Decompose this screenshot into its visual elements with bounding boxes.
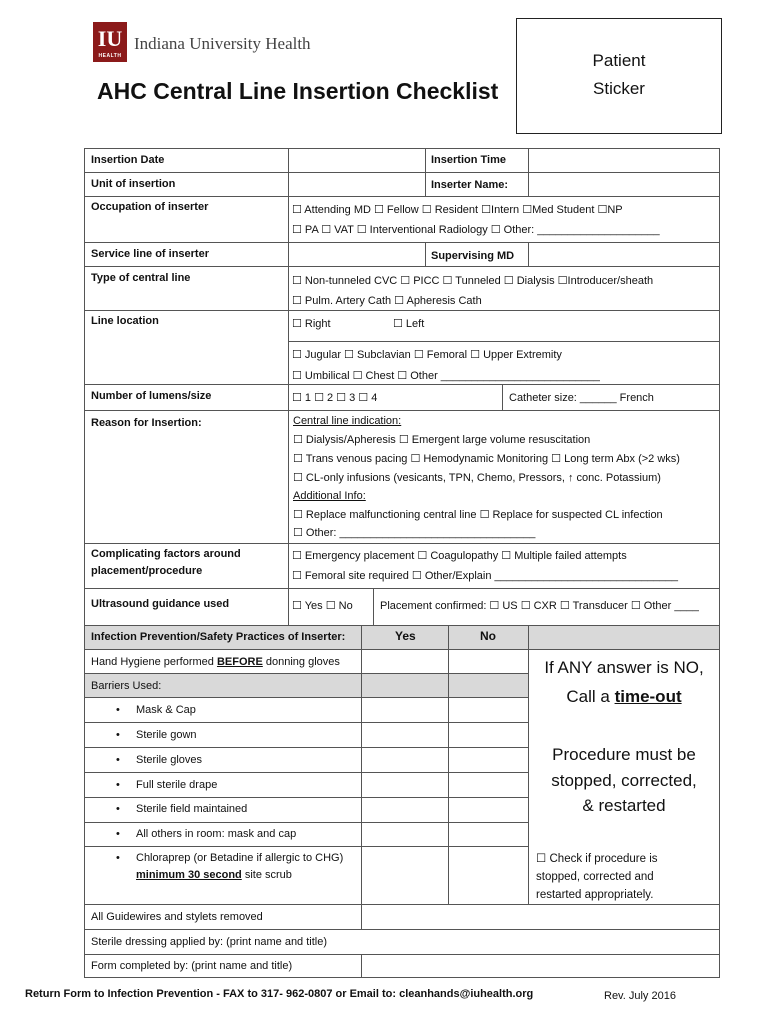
- barrier-bullet: •: [116, 803, 120, 815]
- footer-return-info: Return Form to Infection Prevention - FAX to 317- 962-0807 or Email to: cleanhands@iuhealth.org: [25, 988, 534, 1000]
- central-line-indication-heading: Central line indication:: [293, 415, 402, 427]
- label-reason: Reason for Insertion:: [91, 417, 202, 429]
- sterile-dressing-applied-by: Sterile dressing applied by: (print name and title): [91, 936, 328, 948]
- hand-hygiene-label: [91, 655, 340, 669]
- callout-time-out: time-out: [614, 687, 682, 706]
- callout-check-line2: stopped, corrected and: [536, 871, 654, 883]
- lumens-options[interactable]: ☐ 1 ☐ 2 ☐ 3 ☐ 4: [292, 392, 378, 404]
- sticker-line1: Patient: [592, 51, 646, 70]
- reason-options-3[interactable]: ☐ CL-only infusions (vesicants, TPN, Chemo, Pressors, ↑ conc. Potassium): [293, 472, 661, 484]
- barrier-others-mask-cap: All others in room: mask and cap: [136, 828, 297, 840]
- callout-check-line3: restarted appropriately.: [536, 889, 654, 901]
- callout-line3: Procedure must be: [552, 745, 696, 764]
- column-yes: Yes: [395, 629, 416, 643]
- form-completed-by: Form completed by: (print name and title): [91, 960, 293, 972]
- revision-date: Rev. July 2016: [604, 990, 676, 1002]
- barrier-bullet: •: [116, 754, 120, 766]
- callout-line1: If ANY answer is NO,: [544, 658, 704, 677]
- catheter-size[interactable]: Catheter size: ______ French: [509, 392, 654, 404]
- logo-sub-text: HEALTH: [98, 52, 122, 59]
- practices-header: Infection Prevention/Safety Practices of Inserter:: [91, 631, 346, 643]
- barrier-bullet: •: [116, 729, 120, 741]
- location-options-2[interactable]: ☐ Umbilical ☐ Chest ☐ Other __________________________: [292, 370, 600, 382]
- label-inserter-name: Inserter Name:: [431, 179, 509, 191]
- location-left[interactable]: ☐ Left: [393, 318, 425, 330]
- barrier-full-drape: Full sterile drape: [136, 779, 218, 791]
- callout-check-line1[interactable]: ☐ Check if procedure is: [536, 853, 658, 865]
- page-title: AHC Central Line Insertion Checklist: [97, 78, 499, 104]
- complicating-options-2[interactable]: ☐ Femoral site required ☐ Other/Explain ______________________________: [292, 570, 679, 582]
- label-ultrasound: Ultrasound guidance used: [91, 598, 230, 610]
- occupation-options-2[interactable]: ☐ PA ☐ VAT ☐ Interventional Radiology ☐ Other: ____________________: [292, 224, 660, 236]
- chloraprep-min-30: minimum 30 second: [136, 869, 242, 881]
- logo-mark-text: IU: [97, 25, 123, 51]
- label-complicating-2: placement/procedure: [91, 565, 203, 577]
- label-line-location: Line location: [91, 315, 159, 327]
- hand-hygiene-post: donning gloves: [262, 656, 340, 668]
- callout-call-a: Call a: [566, 687, 615, 706]
- additional-info-heading: Additional Info:: [293, 490, 366, 502]
- iu-health-logo: [93, 22, 127, 62]
- label-insertion-time: Insertion Time: [431, 154, 506, 166]
- label-insertion-date: Insertion Date: [91, 154, 165, 166]
- placement-confirmed-options[interactable]: Placement confirmed: ☐ US ☐ CXR ☐ Transducer ☐ Other ____: [380, 600, 699, 612]
- barrier-sterile-gloves: Sterile gloves: [136, 754, 203, 766]
- barrier-bullet: •: [116, 828, 120, 840]
- callout-line2: [528, 684, 720, 710]
- reason-options-1[interactable]: ☐ Dialysis/Apheresis ☐ Emergent large volume resuscitation: [293, 434, 591, 446]
- reason-options-5[interactable]: ☐ Other: ________________________________: [293, 527, 536, 539]
- occupation-options-1[interactable]: ☐ Attending MD ☐ Fellow ☐ Resident ☐Intern ☐Med Student ☐NP: [292, 204, 623, 216]
- label-supervising-md: Supervising MD: [431, 250, 515, 262]
- hand-hygiene-before: BEFORE: [216, 656, 263, 668]
- sticker-line2: Sticker: [593, 79, 645, 98]
- chloraprep-post: site scrub: [241, 869, 292, 881]
- line-type-options-2[interactable]: ☐ Pulm. Artery Cath ☐ Apheresis Cath: [292, 295, 482, 307]
- barrier-mask-cap: Mask & Cap: [136, 704, 196, 716]
- reason-options-2[interactable]: ☐ Trans venous pacing ☐ Hemodynamic Monitoring ☐ Long term Abx (>2 wks): [293, 453, 680, 465]
- barrier-bullet: •: [116, 704, 120, 716]
- label-service-line: Service line of inserter: [91, 248, 209, 260]
- line-type-options-1[interactable]: ☐ Non-tunneled CVC ☐ PICC ☐ Tunneled ☐ Dialysis ☐Introducer/sheath: [292, 275, 654, 287]
- label-lumens: Number of lumens/size: [91, 390, 212, 402]
- barrier-bullet: •: [116, 852, 120, 864]
- location-right[interactable]: ☐ Right: [292, 318, 331, 330]
- callout-line5: & restarted: [582, 796, 666, 815]
- chloraprep-line2: [136, 868, 292, 882]
- complicating-options-1[interactable]: ☐ Emergency placement ☐ Coagulopathy ☐ Multiple failed attempts: [292, 550, 627, 562]
- barrier-bullet: •: [116, 779, 120, 791]
- org-name: Indiana University Health: [134, 34, 311, 53]
- label-line-type: Type of central line: [91, 272, 191, 284]
- callout-line4: stopped, corrected,: [551, 771, 697, 790]
- ultrasound-options[interactable]: ☐ Yes ☐ No: [292, 600, 353, 612]
- guidewires-removed: All Guidewires and stylets removed: [91, 911, 263, 923]
- barrier-sterile-gown: Sterile gown: [136, 729, 197, 741]
- reason-options-4[interactable]: ☐ Replace malfunctioning central line ☐ Replace for suspected CL infection: [293, 509, 663, 521]
- hand-hygiene-pre: Hand Hygiene performed: [91, 656, 217, 668]
- checklist-form: [84, 148, 720, 978]
- chloraprep-line1: Chloraprep (or Betadine if allergic to CHG): [136, 852, 344, 864]
- column-no: No: [480, 629, 496, 643]
- barriers-label: Barriers Used:: [91, 680, 162, 692]
- label-complicating-1: Complicating factors around: [91, 548, 241, 560]
- barrier-sterile-field: Sterile field maintained: [136, 803, 248, 815]
- location-options-1[interactable]: ☐ Jugular ☐ Subclavian ☐ Femoral ☐ Upper Extremity: [292, 349, 562, 361]
- label-unit: Unit of insertion: [91, 178, 176, 190]
- patient-sticker-box: [516, 18, 722, 134]
- label-occupation: Occupation of inserter: [91, 201, 209, 213]
